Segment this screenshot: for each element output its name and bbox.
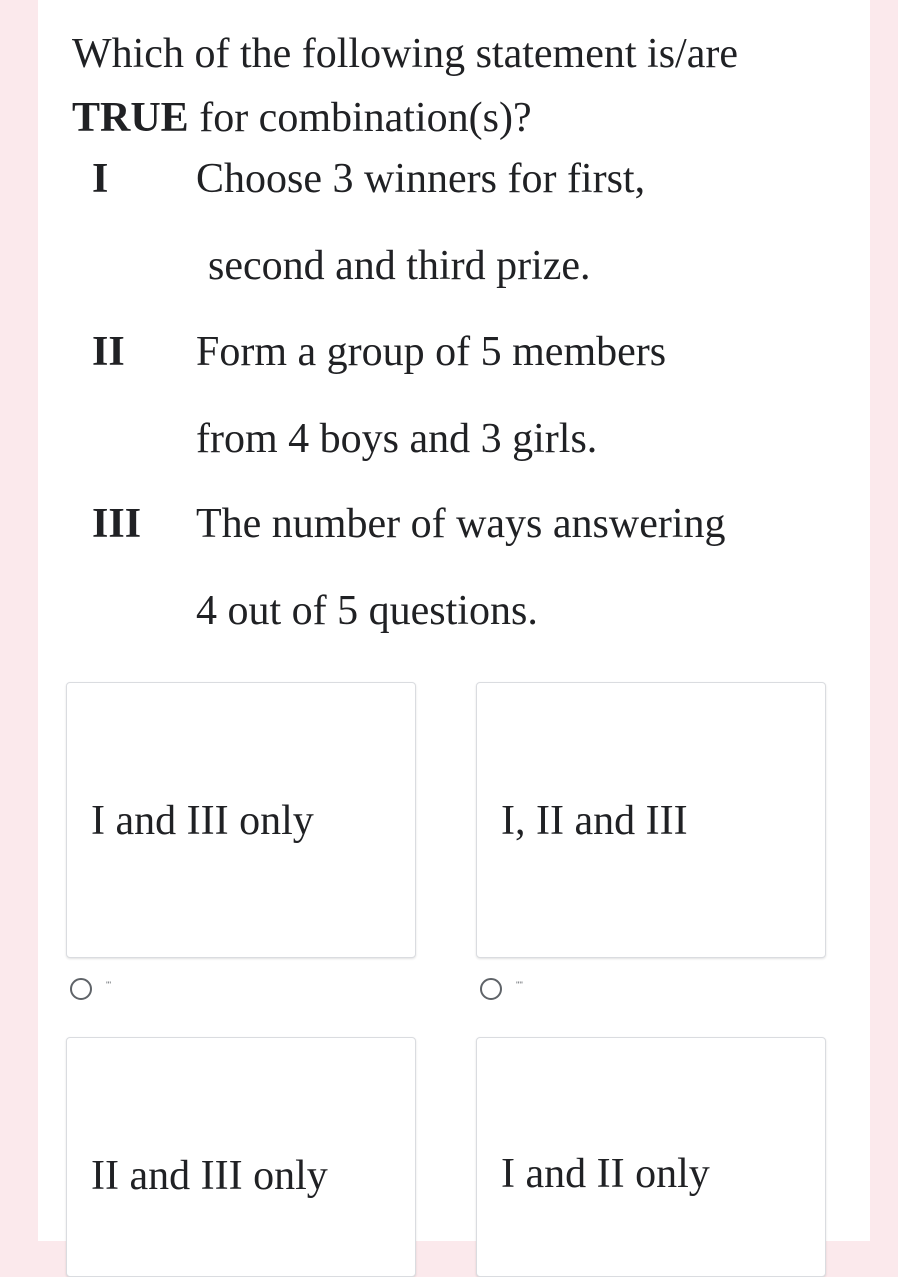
option-2-radio[interactable]: [480, 978, 502, 1000]
statement-roman-1: I: [92, 156, 109, 202]
statement-2-line1: Form a group of 5 members: [196, 329, 667, 375]
option-2-radio-label: '''': [516, 980, 523, 990]
question-suffix: for combination(s)?: [188, 95, 532, 141]
option-2-text: I, II and III: [501, 798, 688, 844]
option-card-4[interactable]: [476, 1037, 826, 1277]
statement-3-line1: The number of ways answering: [196, 501, 726, 547]
statement-1-line2: second and third prize.: [208, 243, 591, 289]
question-text: [72, 22, 832, 150]
question-emphasis: TRUE: [72, 95, 189, 141]
statement-1-line1: Choose 3 winners for first,: [196, 156, 646, 202]
statement-roman-2: II: [92, 329, 125, 375]
option-card-3[interactable]: [66, 1037, 416, 1277]
option-3-text: II and III only: [91, 1153, 328, 1199]
statement-roman-3: III: [92, 501, 142, 547]
statement-2-line2: from 4 boys and 3 girls.: [196, 416, 598, 462]
question-prefix: Which of the following statement is/are: [72, 31, 738, 77]
option-card-2[interactable]: [476, 682, 826, 958]
option-1-radio[interactable]: [70, 978, 92, 1000]
option-1-radio-label: ''': [106, 980, 112, 990]
statement-3-line2: 4 out of 5 questions.: [196, 588, 538, 634]
option-1-text: I and III only: [91, 798, 314, 844]
option-card-1[interactable]: [66, 682, 416, 958]
option-4-text: I and II only: [501, 1151, 710, 1197]
